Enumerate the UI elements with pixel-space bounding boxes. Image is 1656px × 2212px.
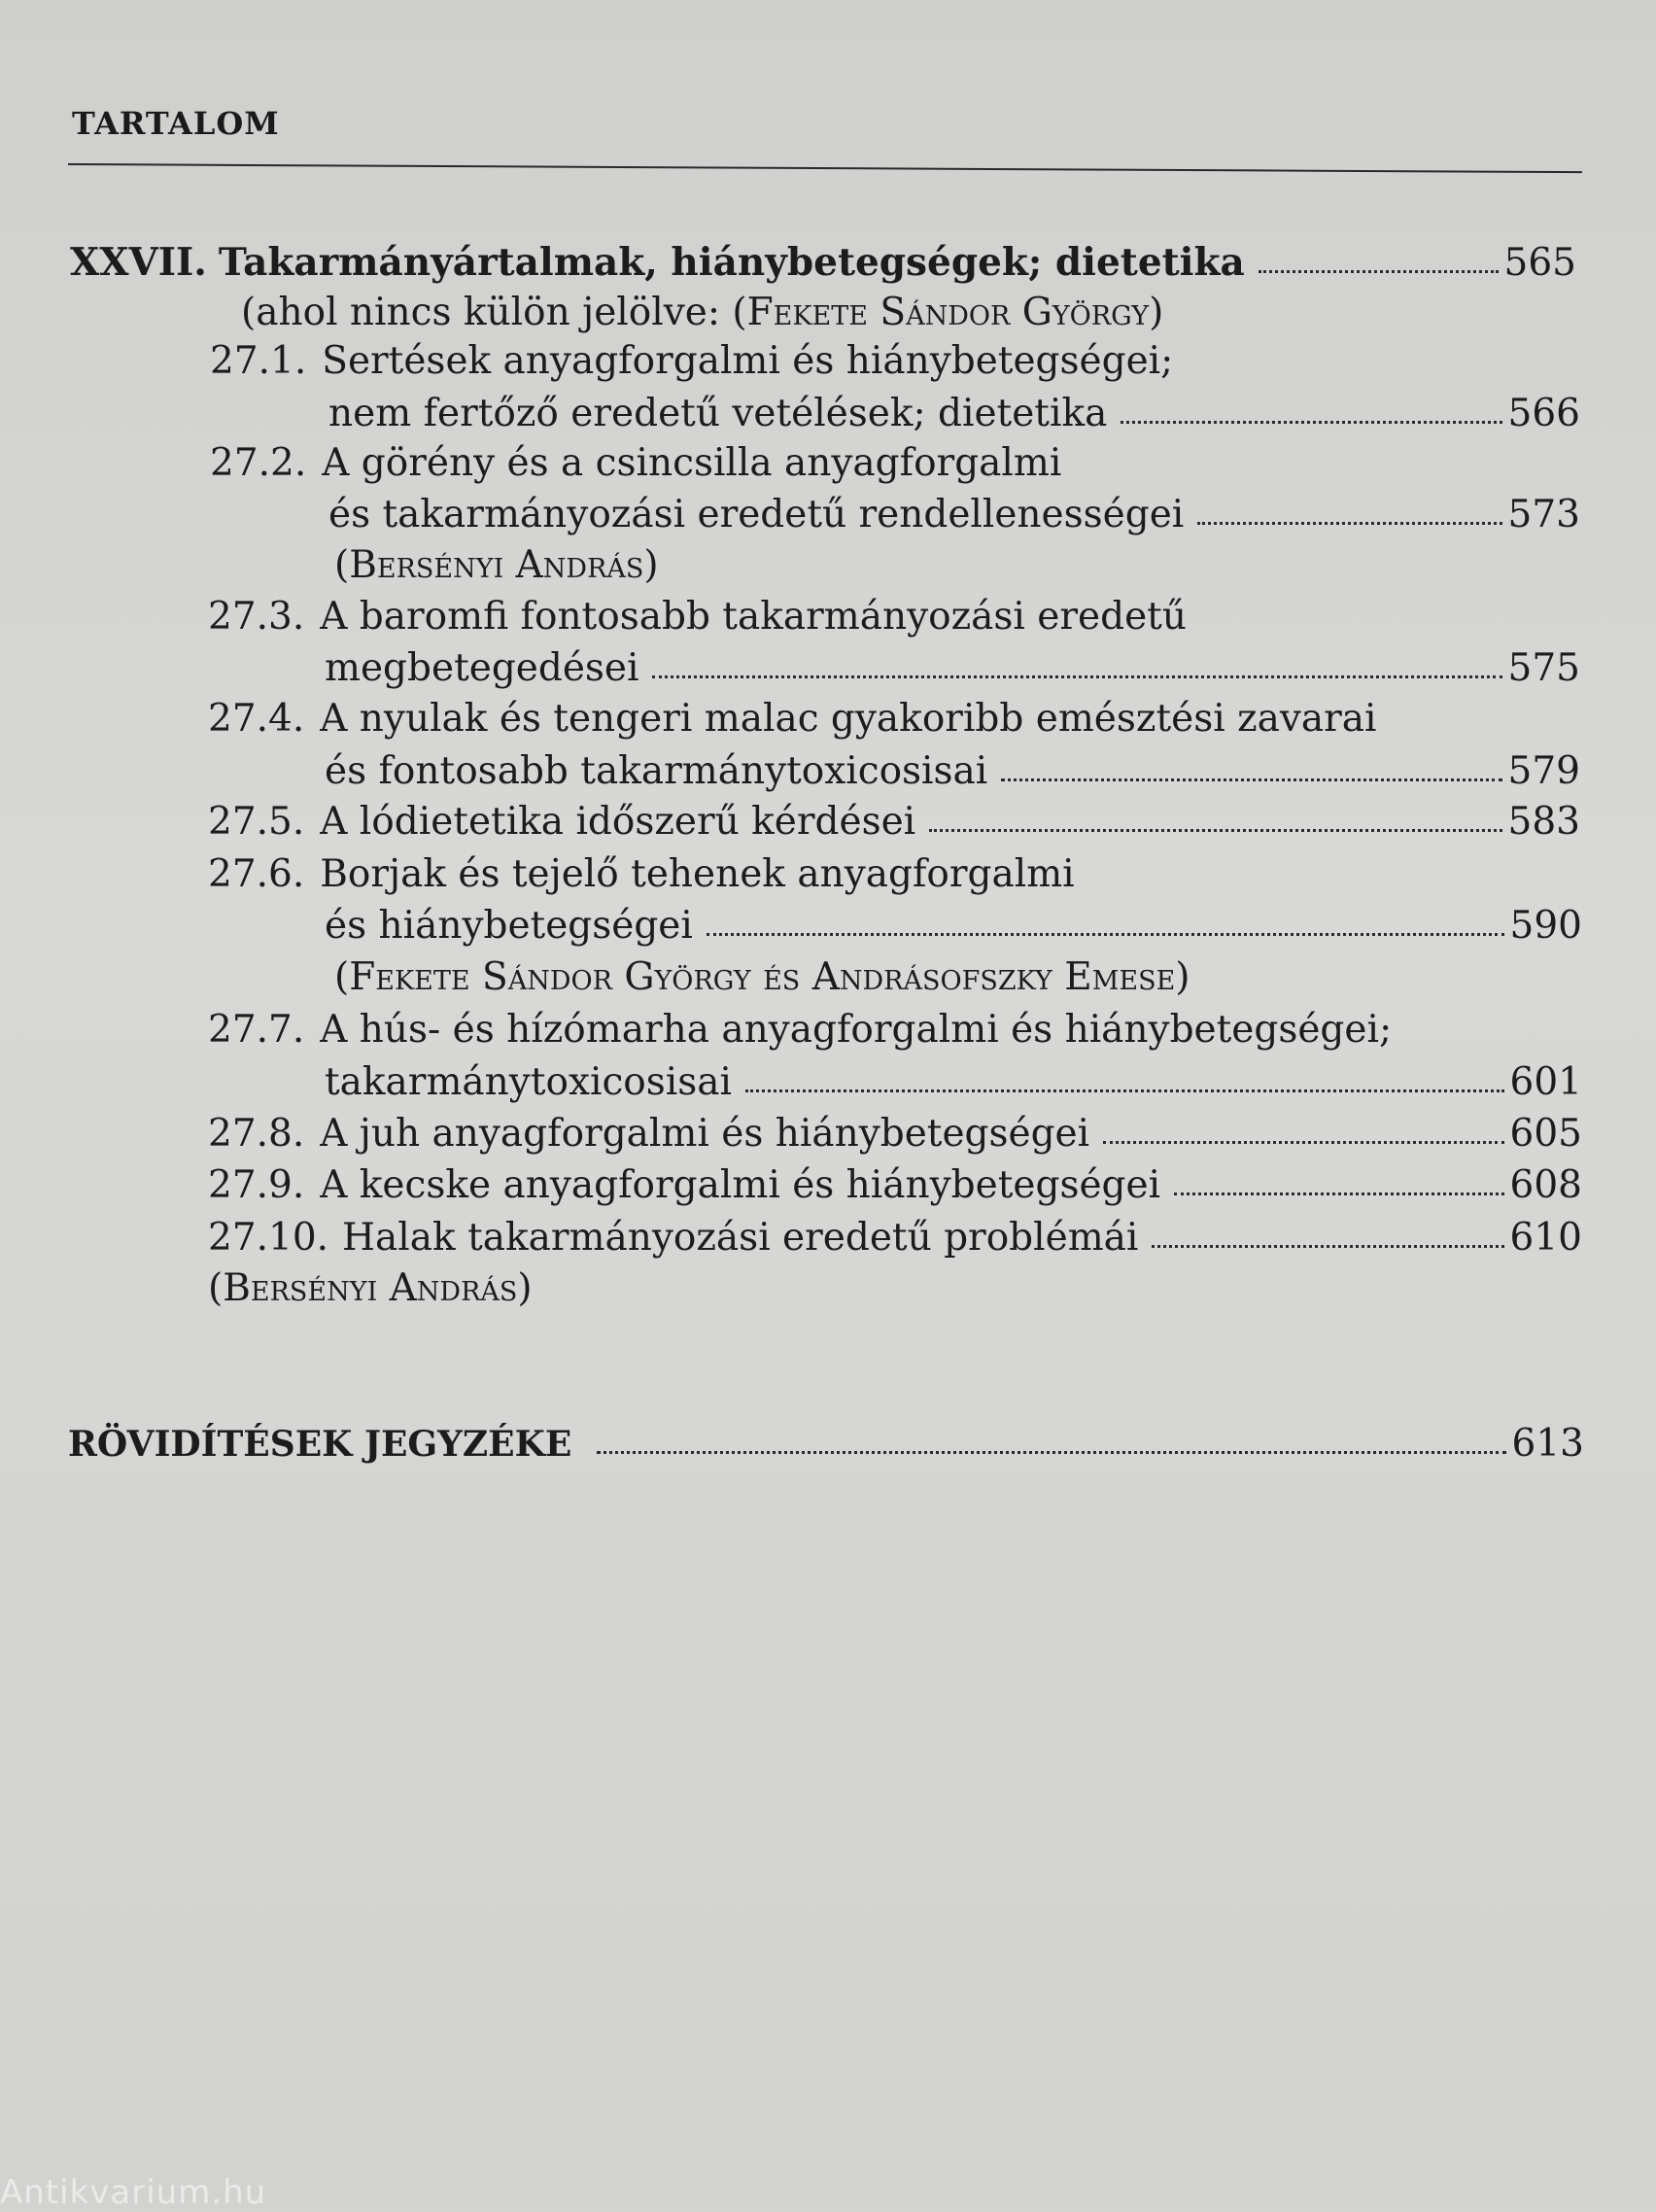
toc-title-cont: és takarmányozási eredetű rendellenességei — [328, 493, 1185, 536]
toc-number: 27.2. — [210, 441, 307, 485]
toc-item-27-1 — [210, 339, 1174, 383]
toc-page: 566 — [1507, 392, 1580, 435]
toc-item-27-4 — [208, 697, 1377, 741]
toc-item-27-2-cont — [328, 493, 1580, 536]
toc-authors: (Bersényi András) — [208, 1266, 533, 1310]
toc-title: A hús- és hízómarha anyagforgalmi és hiánybetegségei; — [320, 1008, 1393, 1052]
toc-page: 605 — [1509, 1112, 1582, 1156]
toc-title-cont: takarmánytoxicosisai — [325, 1060, 733, 1104]
toc-page: 583 — [1507, 800, 1580, 844]
toc-item-27-6-cont — [325, 904, 1582, 948]
toc-abbreviations — [68, 1422, 1584, 1466]
toc-authors: (Fekete Sándor György és Andrásofszky Emese) — [334, 955, 1190, 999]
dot-leader — [929, 829, 1501, 832]
toc-page: 579 — [1507, 749, 1580, 793]
toc-page: 573 — [1507, 493, 1580, 536]
toc-title: A baromfi fontosabb takarmányozási eredetű — [320, 595, 1187, 639]
toc-item-27-6-authors — [334, 955, 1190, 999]
header-rule — [68, 163, 1582, 173]
toc-page: 601 — [1509, 1060, 1582, 1104]
toc-title: RÖVIDÍTÉSEK JEGYZÉKE — [68, 1424, 572, 1465]
toc-title-cont: nem fertőző eredetű vetélések; dietetika — [328, 392, 1108, 435]
toc-title: Takarmányártalmak, hiánybetegségek; dietetika — [218, 240, 1245, 285]
toc-authors: (ahol nincs külön jelölve: (Fekete Sándor György) — [241, 291, 1164, 334]
dot-leader — [1121, 421, 1501, 424]
toc-item-27-4-cont — [325, 749, 1580, 793]
dot-leader — [707, 933, 1504, 936]
toc-page: 610 — [1509, 1216, 1582, 1260]
toc-number: 27.4. — [208, 697, 305, 741]
toc-number: 27.1. — [210, 339, 307, 383]
toc-page: 590 — [1509, 904, 1582, 948]
toc-title: Halak takarmányozási eredetű problémái — [342, 1216, 1139, 1260]
toc-number: 27.5. — [208, 800, 305, 844]
toc-item-27-2 — [210, 441, 1062, 485]
toc-item-27-5 — [208, 800, 1580, 844]
toc-item-27-7 — [208, 1008, 1393, 1052]
dot-leader — [1103, 1141, 1503, 1144]
toc-chapter-xxvii — [70, 240, 1576, 285]
toc-number: 27.6. — [208, 852, 305, 896]
toc-item-27-8 — [208, 1112, 1582, 1156]
dot-leader — [1001, 778, 1501, 781]
toc-number: XXVII. — [70, 240, 207, 285]
dot-leader — [745, 1089, 1504, 1092]
toc-number: 27.3. — [208, 595, 305, 639]
toc-title-cont: és hiánybetegségei — [325, 904, 693, 948]
toc-title-cont: megbetegedései — [325, 646, 639, 690]
dot-leader — [652, 675, 1501, 678]
dot-leader — [1259, 270, 1499, 273]
toc-number: 27.9. — [208, 1163, 305, 1207]
toc-item-27-2-authors — [334, 543, 659, 587]
toc-item-27-7-cont — [325, 1060, 1582, 1104]
dot-leader — [597, 1451, 1505, 1454]
toc-item-27-1-cont — [328, 392, 1580, 435]
toc-title: Borjak és tejelő tehenek anyagforgalmi — [320, 852, 1075, 896]
toc-page: 575 — [1507, 646, 1580, 690]
toc-item-27-3 — [208, 595, 1187, 639]
dot-leader — [1197, 522, 1501, 525]
toc-title: A görény és a csincsilla anyagforgalmi — [322, 441, 1062, 485]
toc-item-27-3-cont — [325, 646, 1580, 690]
toc-title: A kecske anyagforgalmi és hiánybetegségei — [320, 1163, 1161, 1207]
toc-page: 608 — [1509, 1163, 1582, 1207]
toc-item-27-6 — [208, 852, 1075, 896]
toc-chapter-authors — [241, 291, 1164, 334]
toc-title-cont: és fontosabb takarmánytoxicosisai — [325, 749, 988, 793]
dot-leader — [1174, 1192, 1503, 1195]
watermark: Antikvarium.hu — [0, 2173, 267, 2212]
toc-item-27-9 — [208, 1163, 1582, 1207]
toc-title: A nyulak és tengeri malac gyakoribb emésztési zavarai — [320, 697, 1377, 741]
toc-number: 27.7. — [208, 1008, 305, 1052]
toc-item-27-10 — [208, 1216, 1582, 1260]
dot-leader — [1152, 1245, 1503, 1248]
toc-title: A juh anyagforgalmi és hiánybetegségei — [320, 1112, 1090, 1156]
toc-title: A lódietetika időszerű kérdései — [320, 800, 916, 844]
toc-title: Sertések anyagforgalmi és hiánybetegségei; — [322, 339, 1174, 383]
toc-number: 27.10. — [208, 1216, 329, 1260]
toc-number: 27.8. — [208, 1112, 305, 1156]
toc-page: 613 — [1511, 1422, 1584, 1466]
toc-page: 565 — [1503, 241, 1576, 285]
toc-item-27-10-authors — [208, 1266, 533, 1310]
toc-authors: (Bersényi András) — [334, 543, 659, 587]
running-head: TARTALOM — [72, 105, 280, 142]
